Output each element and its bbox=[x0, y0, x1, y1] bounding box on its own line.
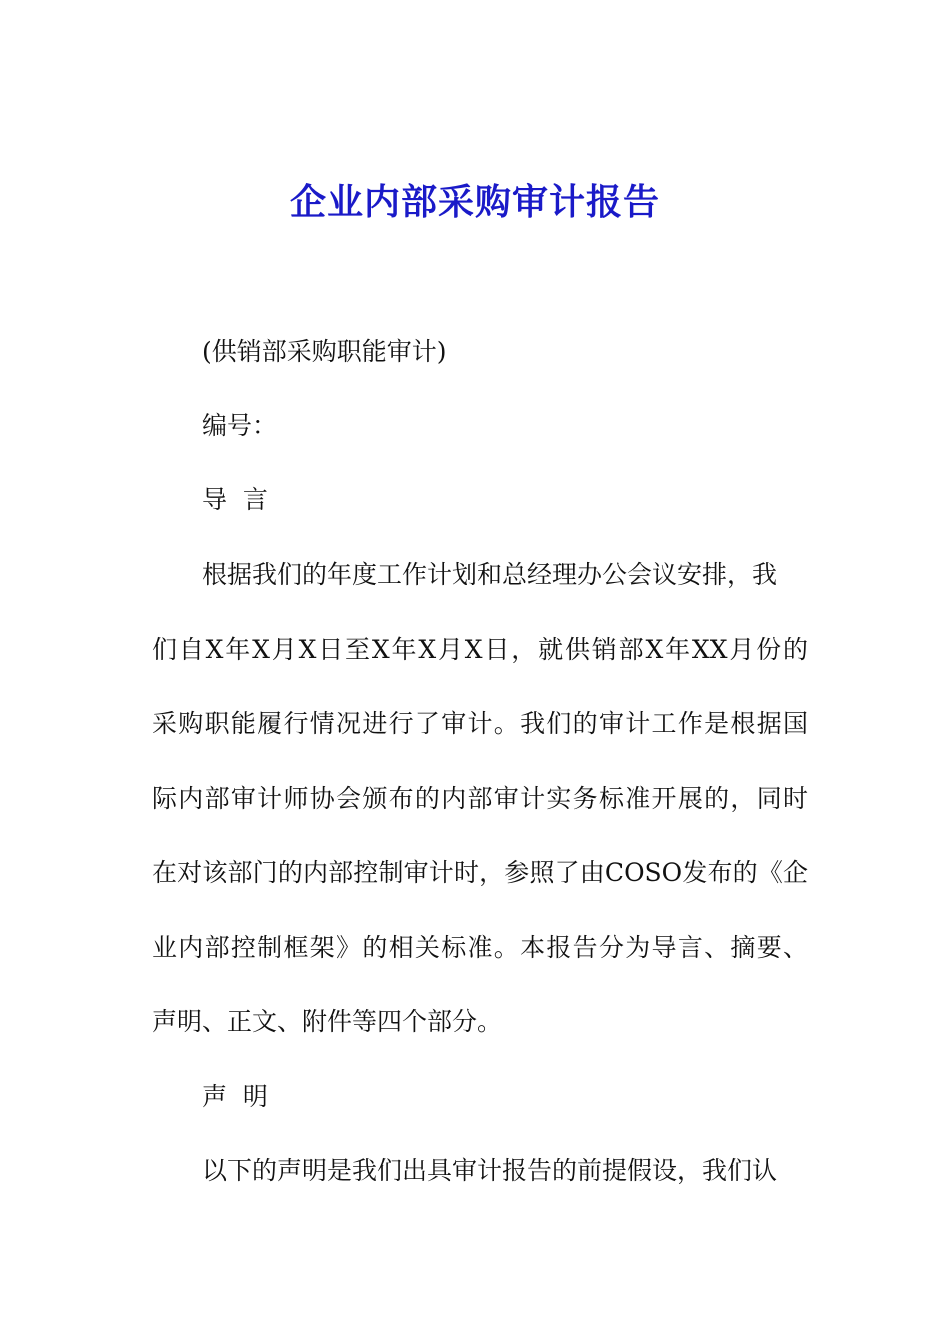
paragraph-line: 们自X年X月X日至X年X月X日，就供销部X年XX月份的 bbox=[152, 635, 808, 664]
paragraph-line: 在对该部门的内部控制审计时，参照了由COSO发布的《企 bbox=[152, 858, 808, 887]
subtitle: (供销部采购职能审计) bbox=[202, 337, 447, 366]
section-heading-intro: 导 言 bbox=[202, 485, 268, 514]
paragraph-line: 根据我们的年度工作计划和总经理办公会议安排，我 bbox=[202, 560, 778, 589]
number-label: 编号： bbox=[202, 411, 278, 440]
paragraph-line: 际内部审计师协会颁布的内部审计实务标准开展的，同时 bbox=[152, 784, 808, 813]
paragraph-line: 声明、正文、附件等四个部分。 bbox=[152, 1007, 503, 1036]
paragraph-line: 采购职能履行情况进行了审计。我们的审计工作是根据国 bbox=[152, 709, 808, 738]
page-title: 企业内部采购审计报告 bbox=[289, 181, 660, 223]
section-heading-statement: 声 明 bbox=[202, 1082, 268, 1111]
paragraph-line: 以下的声明是我们出具审计报告的前提假设，我们认 bbox=[202, 1156, 778, 1185]
paragraph-line: 业内部控制框架》的相关标准。本报告分为导言、摘要、 bbox=[152, 933, 808, 962]
